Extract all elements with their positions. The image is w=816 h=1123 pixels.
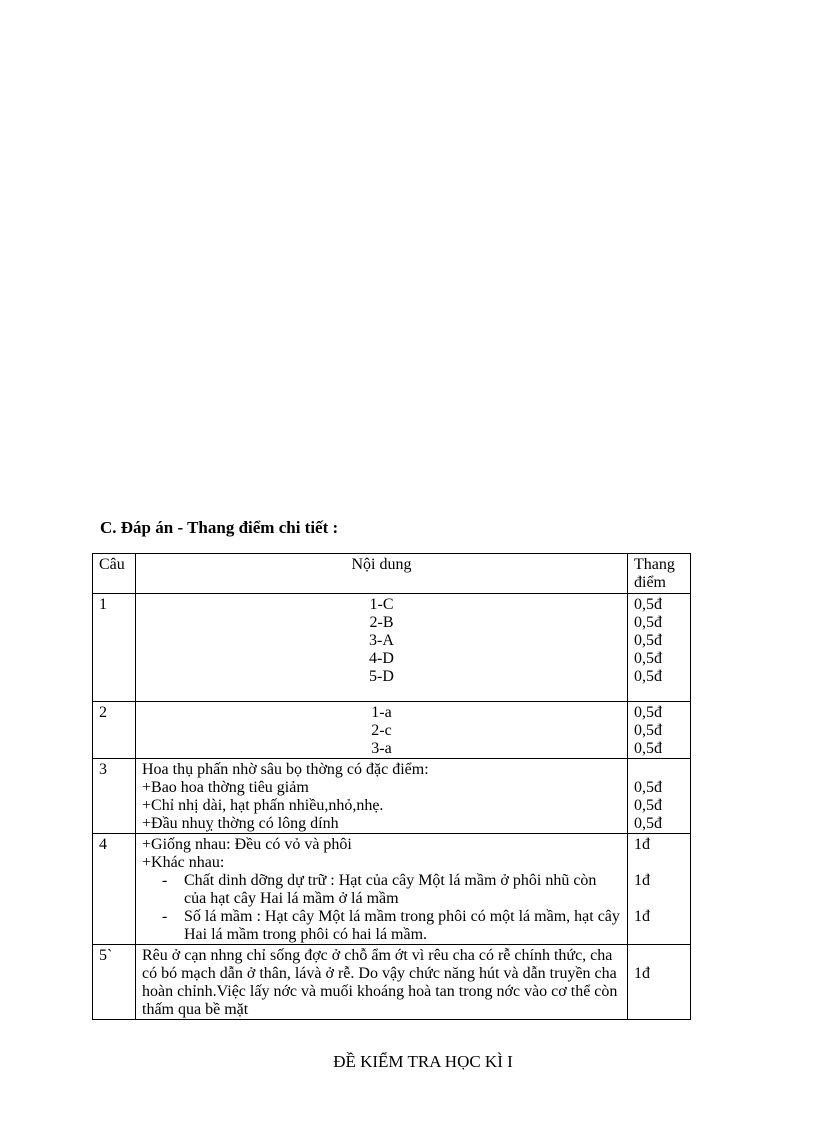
header-thang-diem: Thang điểm — [628, 554, 691, 594]
score-value: 0,5đ — [634, 779, 662, 796]
content-line: Hoa thụ phấn nhờ sâu bọ thờng có đặc điểm: — [142, 761, 429, 778]
score-value: 0,5đ — [634, 740, 662, 757]
row1-cau: 1 — [93, 594, 136, 702]
score-value: 0,5đ — [634, 650, 662, 667]
content-line: +Giống nhau: Đều có vỏ và phôi — [142, 836, 352, 853]
table-header-row — [93, 554, 691, 594]
row4-cau: 4 — [93, 834, 136, 945]
table-row — [93, 945, 691, 1020]
table-row — [93, 834, 691, 945]
answer-line: 3-a — [371, 740, 392, 757]
content-line: +Bao hoa thờng tiêu giảm — [142, 779, 309, 796]
score-value: 0,5đ — [634, 614, 662, 631]
bullet-item — [142, 908, 621, 944]
content-line: +Chỉ nhị dài, hạt phấn nhiều,nhỏ,nhẹ. — [142, 797, 384, 814]
bullet-dash: - — [162, 872, 168, 889]
bullet-text: Chất dinh dỡng dự trữ : Hạt của cây Một lá mầm ở phôi nhũ còn của hạt cây Hai lá mầm ở lá mầm — [184, 872, 597, 907]
bullet-text: Số lá mầm : Hạt cây Một lá mầm trong phôi có một lá mầm, hạt cây Hai lá mầm trong phôi có hai lá mầm. — [184, 908, 620, 943]
bullet-item — [142, 872, 621, 908]
content-paragraph: Rêu ở cạn nhng chỉ sống đợc ở chỗ ẩm ớt vì rêu cha có rễ chính thức, cha có bó mạch dẫn ở thân, lávà ở rễ. Do vậy chức năng hút và dẫn truyền cha hoàn chỉnh.Việc lấy nớc và muối khoáng hoà tan trong nớc vào cơ thể còn thấm qua bề mặt — [142, 947, 618, 1018]
answer-table — [92, 553, 691, 1020]
exam-title: ĐỀ KIỂM TRA HỌC KÌ I — [333, 1052, 513, 1071]
answer-line: 2-c — [371, 722, 392, 739]
score-value: 0,5đ — [634, 704, 662, 721]
row2-scores — [628, 702, 691, 759]
row5-scores — [628, 945, 691, 1020]
section-heading: C. Đáp án - Thang điểm chi tiết : — [100, 518, 339, 537]
answer-line: 4-D — [369, 650, 394, 667]
row1-answers — [136, 594, 628, 702]
score-value: 1đ — [634, 908, 650, 925]
row3-content — [136, 759, 628, 834]
row5-cau: 5` — [93, 945, 136, 1020]
row4-content — [136, 834, 628, 945]
answer-line: 3-A — [369, 632, 394, 649]
row2-cau: 2 — [93, 702, 136, 759]
answer-line: 2-B — [369, 614, 394, 631]
row5-content — [136, 945, 628, 1020]
header-cau: Câu — [93, 554, 136, 594]
score-value: 0,5đ — [634, 722, 662, 739]
answer-line: 1-a — [371, 704, 392, 721]
answer-line: 5-D — [369, 668, 394, 685]
table-row — [93, 759, 691, 834]
answer-line: 1-C — [369, 596, 394, 613]
row3-cau: 3 — [93, 759, 136, 834]
content-line: +Đầu nhuỵ thờng có lông dính — [142, 815, 339, 832]
table-row — [93, 594, 691, 702]
table-row — [93, 702, 691, 759]
row1-scores — [628, 594, 691, 702]
score-value: 0,5đ — [634, 668, 662, 685]
score-value: 1đ — [634, 836, 650, 853]
content-line: +Khác nhau: — [142, 854, 225, 871]
score-value: 1đ — [634, 872, 650, 889]
score-value: 0,5đ — [634, 815, 662, 832]
score-value: 0,5đ — [634, 797, 662, 814]
score-value: 1đ — [634, 965, 650, 982]
bullet-dash: - — [162, 908, 168, 925]
row2-answers — [136, 702, 628, 759]
score-value: 0,5đ — [634, 596, 662, 613]
header-noi-dung: Nội dung — [136, 554, 628, 594]
row3-scores — [628, 759, 691, 834]
score-value: 0,5đ — [634, 632, 662, 649]
row4-scores — [628, 834, 691, 945]
